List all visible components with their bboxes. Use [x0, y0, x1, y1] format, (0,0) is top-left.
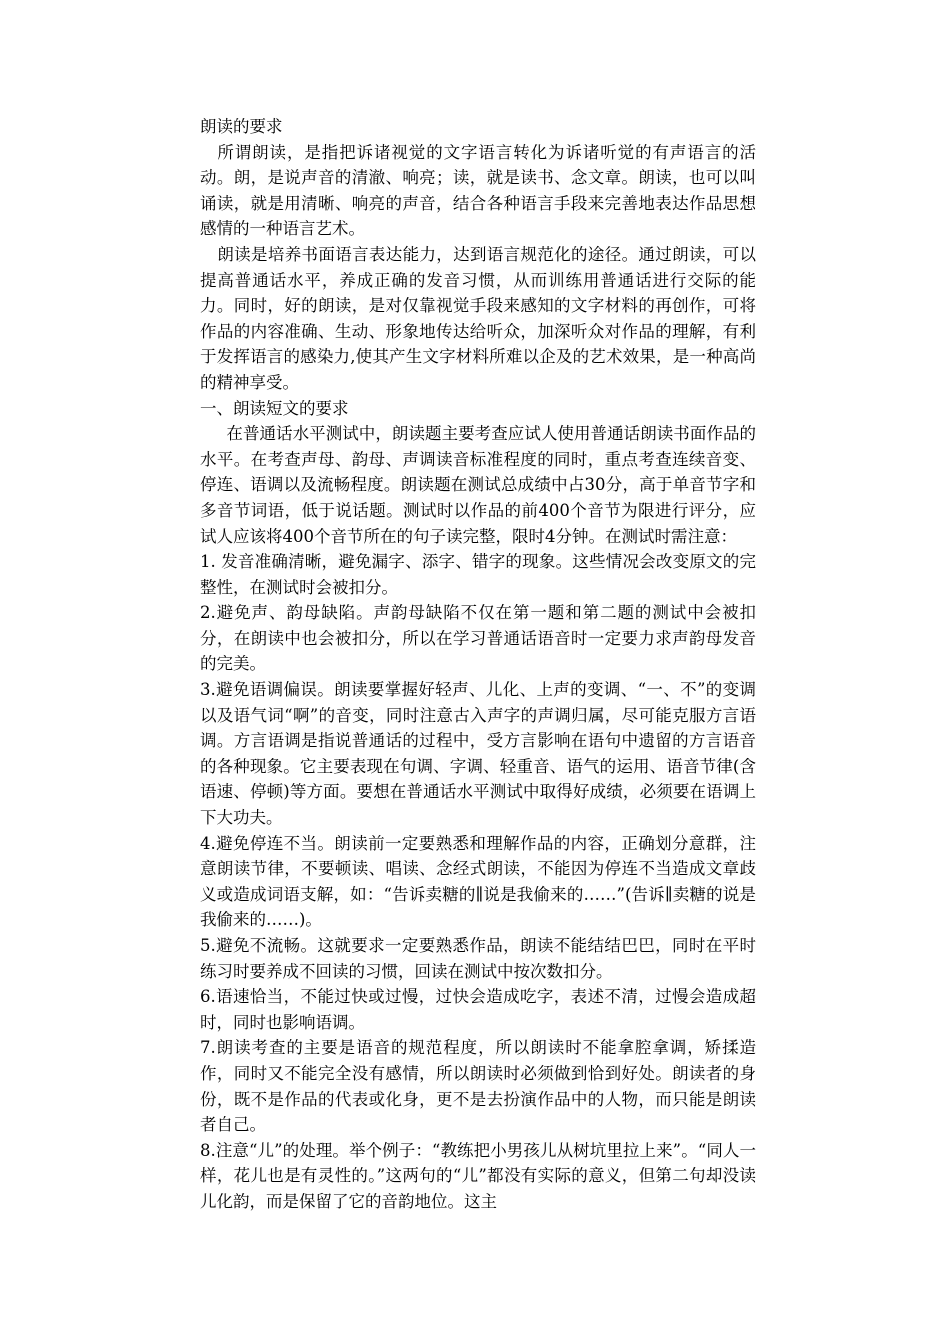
requirement-item-5: 5.避免不流畅。这就要求一定要熟悉作品，朗读不能结结巴巴，同时在平时练习时要养成不回读的习惯，回读在测试中按次数扣分。: [200, 936, 756, 981]
section-intro-paragraph: 在普通话水平测试中，朗读题主要考查应试人使用普通话朗读书面作品的水平。在考查声母、韵母、声调读音标准程度的同时，重点考查连续音变、停连、语调以及流畅程度。朗读题在测试总成绩中占30分，高于单音节字和多音节词语，低于说话题。测试时以作品的前400个音节为限进行评分，应试人应该将400个音节所在的句子读完整，限时4分钟。在测试时需注意：: [200, 424, 756, 546]
intro-paragraph-2: 朗读是培养书面语言表达能力，达到语言规范化的途径。通过朗读，可以提高普通话水平，养成正确的发音习惯，从而训练用普通话进行交际的能力。同时，好的朗读，是对仅靠视觉手段来感知的文字材料的再创作，可将作品的内容准确、生动、形象地传达给听众，加深听众对作品的理解，有利于发挥语言的感染力,使其产生文字材料所难以企及的艺术效果，是一种高尚的精神享受。: [200, 244, 756, 392]
intro-paragraph-1: 所谓朗读，是指把诉诸视觉的文字语言转化为诉诸听觉的有声语言的活动。朗，是说声音的清澈、响亮；读，就是读书、念文章。朗读，也可以叫诵读，就是用清晰、响亮的声音，结合各种语言手段来完善地表达作品思想感情的一种语言艺术。: [200, 142, 756, 239]
requirement-item-8: 8.注意“儿”的处理。举个例子：“教练把小男孩儿从树坑里拉上来”。“同人一样，花儿也是有灵性的。”这两句的“儿”都没有实际的意义，但第二句却没读儿化韵，而是保留了它的音韵地位。这主: [200, 1140, 756, 1211]
document-page: [200, 114, 756, 1215]
document-title: 朗读的要求: [200, 117, 283, 136]
requirement-item-4: 4.避免停连不当。朗读前一定要熟悉和理解作品的内容，正确划分意群，注意朗读节律，不要顿读、唱读、念经式朗读，不能因为停连不当造成文章歧义或造成词语支解，如：“告诉卖糖的∥说是我偷来的……”(告诉∥卖糖的说是我偷来的……)。: [200, 833, 756, 930]
requirement-item-3: 3.避免语调偏误。朗读要掌握好轻声、儿化、上声的变调、“一、不”的变调以及语气词“啊”的音变，同时注意古入声字的声调归属，尽可能克服方言语调。方言语调是指说普通话的过程中，受方言影响在语句中遗留的方言语音的各种现象。它主要表现在句调、字调、轻重音、语气的运用、语音节律(含语速、停顿)等方面。要想在普通话水平测试中取得好成绩，必须要在语调上下大功夫。: [200, 680, 756, 828]
requirement-item-6: 6.语速恰当，不能过快或过慢，过快会造成吃字，表述不清，过慢会造成超时，同时也影响语调。: [200, 987, 756, 1032]
requirement-item-7: 7.朗读考查的主要是语音的规范程度，所以朗读时不能拿腔拿调，矫揉造作，同时又不能完全没有感情，所以朗读时必须做到恰到好处。朗读者的身份，既不是作品的代表或化身，更不是去扮演作品中的人物，而只能是朗读者自己。: [200, 1038, 756, 1135]
section-heading: 一、朗读短文的要求: [200, 398, 349, 418]
requirement-item-1: 1. 发音准确清晰，避免漏字、添字、错字的现象。这些情况会改变原文的完整性，在测试时会被扣分。: [200, 552, 756, 597]
requirement-item-2: 2.避免声、韵母缺陷。声韵母缺陷不仅在第一题和第二题的测试中会被扣分，在朗读中也会被扣分，所以在学习普通话语音时一定要力求声韵母发音的完美。: [200, 603, 756, 674]
